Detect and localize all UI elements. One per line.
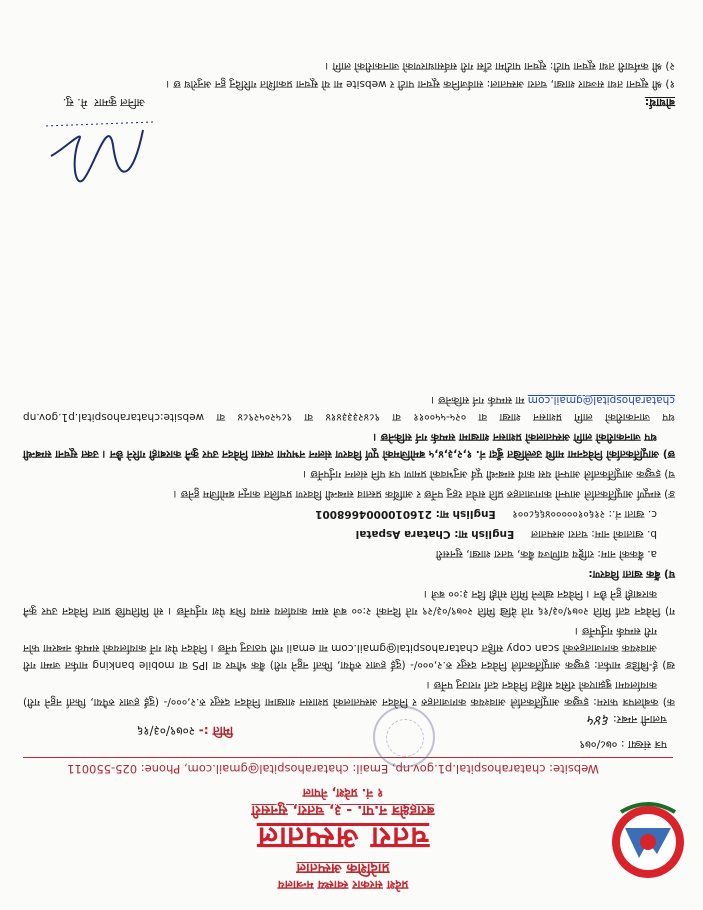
dispatch-value: ६४५	[587, 712, 610, 728]
notes-heading: बोधार्थ:	[644, 96, 675, 109]
reference-label: पत्र संख्या :	[620, 738, 667, 751]
date-label: मिति :-	[198, 724, 233, 738]
letter-body	[23, 388, 675, 710]
reference-value: ०७८/०७९	[579, 738, 618, 751]
clause-nga: ङ) सम्पूर्ण आपूर्तिकर्ताले आफ्नो कागजातहरु प्रति सचेत रहनु पर्नेछ र आर्थिक प्रस्ताव सम्बन्धी विवरण प्रचलित कानून बमोजिम हुनेछ ।	[173, 488, 675, 500]
letterhead	[0, 780, 703, 900]
note-item: २) श्री कर्मचारी तथा सूचना पाटी: सूचना पाटीमा टाँस गरी सर्वसाधारणको जानकारीको लागि ।	[325, 60, 675, 72]
clause-ka: क) कबोलपत्र फारम: इच्छुक आपूर्तिकर्ताले आवश्यक कागजातहरु र निवेदन अस्पतालको प्रशासन शाखामा निवेदन दस्तुर रु.२,०००/- (दुई हजार रुपैया, फिर्ता नहुने गरी) कार्यालयमा बुझाएको रसिद सहित निवेदन दर्ता गराउनु पर्नेछ ।	[23, 679, 675, 708]
clause-kha: ख) ई-बिडिङ मार्फत: इच्छुक आपूर्तिकर्ताले निवेदन दस्तुर रु.२,०००/- (दुई हजार रुपैया, फिर्ता नहुने गरी) बैंक भौचर वा IPS वा mobile banking मार्फत जम्मा गरी आवश्यक कागजातहरुको scan copy सहित chatarahospital@gmail.com मा email गरी पठाउनु पर्नेछ । निवेदन पेश गर्ने कार्यालयको सम्पर्क नम्बरमा फोन गरी सम्पर्क गर्नुपर्नेछ ।	[23, 625, 675, 671]
account-name-en: English मा: Chatara Aspatal	[355, 528, 515, 540]
signatory-name: अनिल कुमार	[94, 96, 145, 109]
clause-cha: च) इच्छुक आपूर्तिकर्ताले आफ्नो यस कार्य सम्बन्धी पूर्व अनुभवको प्रमाण पत्र पनि संलग्न गर्नुपर्नेछ ।	[303, 468, 675, 480]
contact-line: Website: chatarahospital.p1.gov.np, Email: chatarahospital@gmail.com, Phone: 025-550011	[67, 762, 599, 776]
account-number-np: c. खाता नं.: २१६०१०००००४६६८००१	[512, 508, 657, 520]
bank-name: a. बैंकको नाम: राष्ट्रिय वाणिज्य बैंक, चतरा शाखा, सुनसरी	[435, 548, 657, 560]
office-stamp	[373, 706, 435, 768]
contact-email-link[interactable]: chatarahospital@gmail.com	[527, 394, 675, 406]
contact-website: website:chatarahospital.p1.gov.np	[23, 411, 205, 423]
signatory	[63, 95, 145, 110]
letter-date	[137, 723, 233, 740]
dispatch-number	[588, 711, 667, 730]
clause-gha: घ) बैंक खाता विवरण:	[588, 568, 675, 580]
contact-text: थप जानकारीको लागि प्रशासन शाखा वा ०२५-५५००११ वा ९८४२३३३४१४ वा ९८५२०५२९८४ वा	[216, 411, 675, 423]
nepal-emblem-icon	[609, 796, 687, 888]
notes-list	[35, 56, 675, 92]
government-line-2: प्रादेशिक अस्पताल	[296, 860, 390, 876]
signature-block	[33, 80, 163, 200]
account-number-en: English मा: 2160100004668001	[315, 508, 496, 520]
date-value: २०७९/०३/१६	[136, 724, 195, 738]
account-name	[23, 525, 675, 542]
header-divider	[23, 757, 673, 758]
hospital-name: चतरा अस्पताल	[256, 820, 430, 855]
address-line-2: १ नं. प्रदेश, नेपाल	[302, 786, 384, 800]
government-line-1: प्रदेश सरकार स्वास्थ्य मन्त्रालय	[277, 878, 409, 892]
contact-tail: मा सम्पर्क गर्न सकिनेछ ।	[430, 394, 525, 406]
account-number	[23, 505, 675, 522]
signatory-title: मे. सु.	[62, 96, 88, 109]
reference-number	[579, 737, 667, 752]
contact-paragraph	[23, 391, 675, 425]
account-name-np: b. खाताको नाम: चतरा अस्पताल	[530, 528, 657, 540]
clause-ga: ग) निवेदन दर्ता मिति २०७९/०३/१६ गते देखि मिति २०७९/०३/२९ गते दिनको २:०० बजे सम्म कार्यालय समय भित्र पेश गर्नुपर्नेछ । सो मितिपछि प्राप्त निवेदन उपर कुनै कारबाही हुने छैन । निवेदन खोल्ने मिति सोही दिन ३:०० बजे ।	[23, 588, 675, 617]
note-item: १) श्री सूचना तथा सञ्चार शाखा, चतरा अस्पताल: सार्वजनिक सूचना पाटी र website मा यो सूचना प्रकाशित गरिदिनु हुन अनुरोध छ ।	[166, 78, 675, 90]
address-line-1: बराहक्षेत्र न.पा. - ३, चतरा, सुनसरी	[251, 802, 435, 818]
dispatch-label: चलानी नम्बर:	[613, 713, 667, 726]
clause-chha: छ) आपूर्तिकर्ताको निवेदनमा माथि उल्लेखित बुँदा नं. १,२,३,४,५ बमोजिमको पूर्ण विवरण संलग्न नभएमा त्यस्ता निवेदन उपर कुनै कारबाही गरिने छैन । उक्त सूचना सम्बन्धी थप जानकारीको लागि अस्पतालको प्रशासन शाखामा सम्पर्क गर्न सकिनेछ ।	[23, 431, 675, 460]
signature-icon	[33, 110, 163, 200]
